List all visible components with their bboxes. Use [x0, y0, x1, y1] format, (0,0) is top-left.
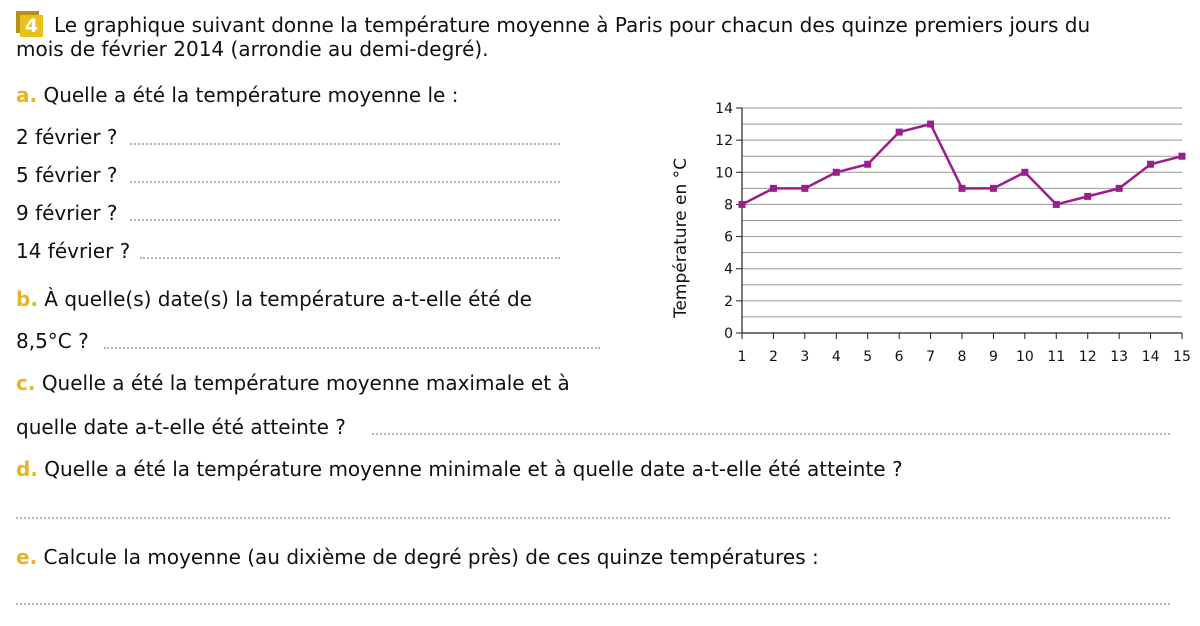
data-point-day-11	[1053, 201, 1060, 208]
data-point-day-10	[1021, 169, 1028, 176]
y-tick-label-4: 4	[724, 261, 733, 278]
x-tick-label-13: 13	[1110, 349, 1129, 365]
x-tick-label-11: 11	[1047, 349, 1066, 365]
data-point-day-1	[739, 201, 746, 208]
question-b-line-2: 8,5°C ?	[16, 329, 89, 353]
question-e-letter: e.	[16, 545, 38, 569]
x-tick-label-8: 8	[957, 349, 967, 365]
question-a-letter: a.	[16, 83, 38, 107]
x-tick-label-15: 15	[1173, 349, 1191, 365]
intro-line-2: mois de février 2014 (arrondie au demi-degré).	[16, 37, 489, 61]
chart-grid	[742, 108, 1182, 317]
data-point-day-9	[990, 185, 997, 192]
y-tick-label-12: 12	[715, 133, 733, 150]
question-d-letter: d.	[16, 457, 38, 481]
data-point-day-5	[864, 161, 871, 168]
question-e-text: Calcule la moyenne (au dixième de degré près) de ces quinze températures :	[43, 545, 819, 569]
x-tick-label-14: 14	[1141, 349, 1160, 365]
x-tick-label-2: 2	[768, 349, 778, 365]
question-a-item-2: 5 février ?	[16, 163, 118, 187]
x-tick-label-5: 5	[863, 349, 873, 365]
x-tick-label-4: 4	[831, 349, 841, 365]
x-tick-label-1: 1	[737, 349, 747, 365]
question-d-text: Quelle a été la température moyenne minimale et à quelle date a-t-elle été atteinte ?	[44, 457, 903, 481]
x-tick-label-3: 3	[800, 349, 810, 365]
series-line-0	[742, 124, 1182, 204]
intro-line-1: Le graphique suivant donne la température moyenne à Paris pour chacun des quinze premiers jours du	[54, 13, 1091, 37]
data-point-day-12	[1084, 193, 1091, 200]
question-a-item-1: 2 février ?	[16, 125, 118, 149]
question-c-line-2: quelle date a-t-elle été atteinte ?	[16, 415, 346, 439]
data-point-day-6	[896, 129, 903, 136]
question-c-text: Quelle a été la température moyenne maximale et à	[41, 371, 570, 395]
y-tick-label-2: 2	[724, 293, 733, 310]
chart-series	[739, 121, 1186, 208]
x-tick-label-6: 6	[894, 349, 904, 365]
y-tick-label-10: 10	[715, 165, 733, 182]
data-point-day-3	[801, 185, 808, 192]
exercise-number: 4	[20, 15, 43, 37]
y-tick-label-8: 8	[724, 197, 733, 214]
data-point-day-4	[833, 169, 840, 176]
x-tick-label-12: 12	[1078, 349, 1097, 365]
y-tick-label-14: 14	[715, 101, 733, 117]
x-tick-label-10: 10	[1015, 349, 1034, 365]
data-point-day-2	[770, 185, 777, 192]
y-tick-label-0: 0	[724, 326, 733, 342]
data-point-day-13	[1116, 185, 1123, 192]
question-a-text: Quelle a été la température moyenne le :	[43, 83, 459, 107]
question-a-item-4: 14 février ?	[16, 239, 131, 263]
question-c-letter: c.	[16, 371, 36, 395]
y-tick-label-6: 6	[724, 229, 733, 246]
data-point-day-8	[959, 185, 966, 192]
data-point-day-14	[1147, 161, 1154, 168]
question-b-text: À quelle(s) date(s) la température a-t-elle été de	[44, 287, 532, 311]
data-point-day-7	[927, 121, 934, 128]
x-tick-label-9: 9	[988, 349, 998, 365]
x-tick-label-7: 7	[926, 349, 936, 365]
question-a-item-3: 9 février ?	[16, 201, 118, 225]
data-point-day-15	[1179, 153, 1186, 160]
question-b-letter: b.	[16, 287, 38, 311]
y-axis-label: Température en °C	[671, 157, 691, 319]
